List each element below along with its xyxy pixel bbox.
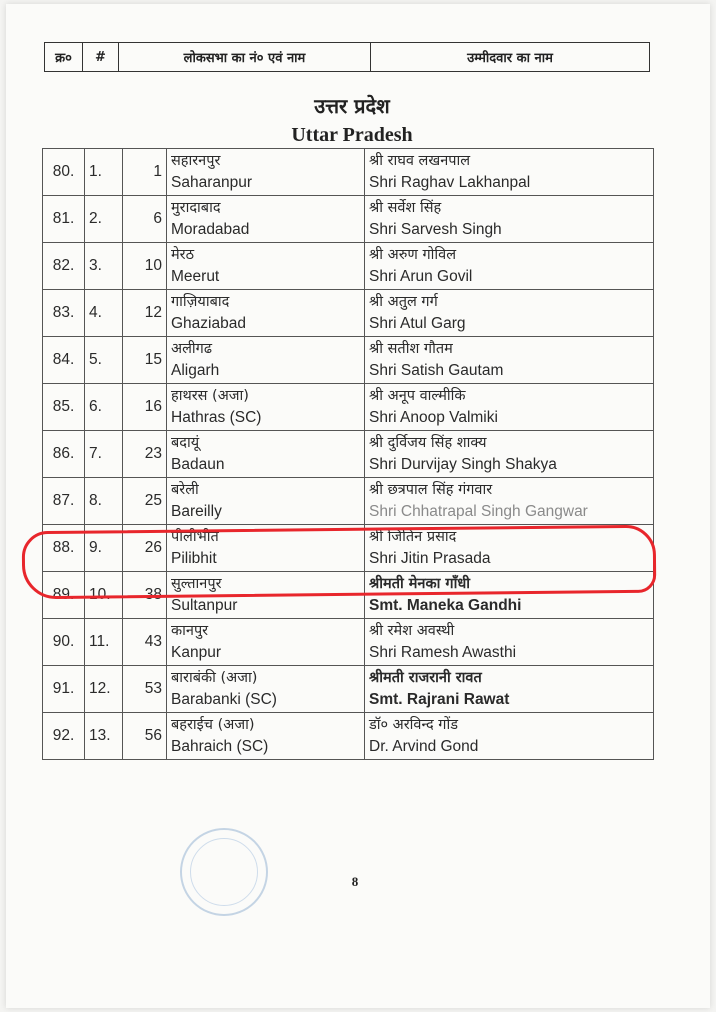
index-cell	[85, 384, 123, 431]
constituency-name-hindi: बदायूं	[171, 435, 200, 451]
constituency-name-hindi: सुल्तानपुर	[171, 576, 222, 592]
constituency-name-cell	[167, 384, 365, 431]
constituency-name-hindi: मेरठ	[171, 247, 195, 263]
row-index: 13.	[89, 727, 111, 744]
serial-number: 89.	[52, 586, 75, 603]
candidate-cell	[365, 149, 654, 196]
table-row	[43, 243, 654, 290]
constituency-number-cell	[123, 384, 167, 431]
serial-cell	[43, 149, 85, 196]
header-hash: #	[83, 43, 119, 71]
candidate-cell	[365, 384, 654, 431]
header-constituency: लोकसभा का नं० एवं नाम	[119, 43, 371, 71]
row-index: 3.	[89, 257, 102, 274]
constituency-name-hindi: मुरादाबाद	[171, 200, 221, 216]
index-cell	[85, 337, 123, 384]
candidate-table	[42, 148, 654, 760]
serial-number: 84.	[52, 351, 75, 368]
candidate-cell	[365, 666, 654, 713]
serial-number: 92.	[52, 727, 75, 744]
candidate-cell	[365, 196, 654, 243]
index-cell	[85, 290, 123, 337]
constituency-number: 26	[144, 539, 162, 556]
candidate-name-hindi: श्री अरुण गोविल	[369, 247, 457, 263]
candidate-name-hindi: श्री राघव लखनपाल	[369, 153, 471, 169]
constituency-name-english: Bareilly	[171, 503, 222, 520]
constituency-number-cell	[123, 431, 167, 478]
index-cell	[85, 478, 123, 525]
index-cell	[85, 243, 123, 290]
serial-number: 87.	[52, 492, 75, 509]
candidate-name-hindi: श्री अनूप वाल्मीकि	[369, 388, 466, 404]
row-index: 1.	[89, 163, 102, 180]
constituency-number-cell	[123, 290, 167, 337]
row-index: 2.	[89, 210, 102, 227]
serial-cell	[43, 243, 85, 290]
serial-cell	[43, 713, 85, 760]
table-row	[43, 666, 654, 713]
constituency-name-cell	[167, 431, 365, 478]
candidate-name-english: Shri Atul Garg	[369, 315, 466, 332]
constituency-name-cell	[167, 525, 365, 572]
constituency-name-cell	[167, 290, 365, 337]
constituency-number-cell	[123, 713, 167, 760]
constituency-number: 25	[144, 492, 162, 509]
constituency-name-english: Sultanpur	[171, 597, 238, 614]
constituency-number: 53	[144, 680, 162, 697]
state-title-hindi: उत्तर प्रदेश	[314, 94, 390, 118]
constituency-number: 1	[153, 163, 162, 180]
row-index: 4.	[89, 304, 102, 321]
candidate-name-english: Shri Arun Govil	[369, 268, 473, 285]
serial-number: 90.	[52, 633, 75, 650]
constituency-name-cell	[167, 619, 365, 666]
index-cell	[85, 572, 123, 619]
candidate-name-english: Shri Raghav Lakhanpal	[369, 174, 531, 191]
serial-number: 88.	[52, 539, 75, 556]
constituency-name-english: Ghaziabad	[171, 315, 246, 332]
row-index: 6.	[89, 398, 102, 415]
index-cell	[85, 525, 123, 572]
candidate-name-english: Dr. Arvind Gond	[369, 738, 479, 755]
candidate-cell	[365, 431, 654, 478]
serial-number: 80.	[52, 163, 75, 180]
candidate-cell	[365, 478, 654, 525]
serial-number: 81.	[52, 210, 75, 227]
constituency-name-cell	[167, 149, 365, 196]
table-row	[43, 337, 654, 384]
candidate-name-hindi: श्री रमेश अवस्थी	[369, 623, 455, 639]
constituency-number-cell	[123, 572, 167, 619]
candidate-cell	[365, 337, 654, 384]
constituency-number-cell	[123, 666, 167, 713]
constituency-name-cell	[167, 478, 365, 525]
state-title-english: Uttar Pradesh	[291, 124, 413, 146]
candidate-cell	[365, 572, 654, 619]
constituency-name-english: Bahraich (SC)	[171, 738, 269, 755]
constituency-name-cell	[167, 666, 365, 713]
row-index: 9.	[89, 539, 102, 556]
serial-number: 86.	[52, 445, 75, 462]
constituency-name-cell	[167, 243, 365, 290]
constituency-name-english: Meerut	[171, 268, 220, 285]
candidate-name-hindi: श्रीमती मेनका गाँधी	[369, 576, 471, 592]
serial-cell	[43, 431, 85, 478]
constituency-name-hindi: बरेली	[171, 482, 199, 498]
serial-cell	[43, 337, 85, 384]
candidate-name-hindi: श्री जितिन प्रसाद	[369, 529, 457, 545]
serial-number: 83.	[52, 304, 75, 321]
serial-cell	[43, 525, 85, 572]
constituency-number-cell	[123, 619, 167, 666]
constituency-name-hindi: पीलीभीत	[171, 529, 219, 545]
constituency-name-hindi: कानपुर	[171, 623, 209, 639]
column-header	[44, 42, 650, 72]
serial-cell	[43, 666, 85, 713]
header-candidate: उम्मीदवार का नाम	[467, 51, 553, 66]
constituency-name-english: Hathras (SC)	[171, 409, 262, 426]
table-row	[43, 525, 654, 572]
index-cell	[85, 713, 123, 760]
index-cell	[85, 149, 123, 196]
constituency-name-english: Aligarh	[171, 362, 220, 379]
candidate-name-english: Shri Ramesh Awasthi	[369, 644, 517, 661]
candidate-name-english: Shri Satish Gautam	[369, 362, 504, 379]
constituency-name-english: Barabanki (SC)	[171, 691, 277, 708]
serial-number: 91.	[52, 680, 75, 697]
constituency-name-english: Pilibhit	[171, 550, 217, 567]
candidate-name-english: Shri Chhatrapal Singh Gangwar	[369, 503, 588, 520]
row-index: 11.	[89, 633, 110, 650]
constituency-name-hindi: अलीगढ	[171, 341, 212, 357]
table-row	[43, 196, 654, 243]
serial-cell	[43, 572, 85, 619]
table-row	[43, 619, 654, 666]
table-row	[43, 149, 654, 196]
table-row	[43, 478, 654, 525]
row-index: 7.	[89, 445, 102, 462]
candidate-name-hindi: श्री सतीश गौतम	[369, 341, 453, 357]
constituency-name-hindi: सहारनपुर	[171, 153, 221, 169]
candidate-cell	[365, 290, 654, 337]
serial-cell	[43, 619, 85, 666]
constituency-number: 12	[144, 304, 162, 321]
table-row	[43, 384, 654, 431]
table-row	[43, 572, 654, 619]
constituency-number: 23	[144, 445, 162, 462]
official-stamp	[180, 828, 268, 916]
serial-cell	[43, 290, 85, 337]
table-row	[43, 713, 654, 760]
candidate-name-english: Smt. Maneka Gandhi	[369, 597, 522, 614]
constituency-name-hindi: गाज़ियाबाद	[171, 294, 230, 310]
candidate-name-english: Smt. Rajrani Rawat	[369, 691, 510, 708]
index-cell	[85, 619, 123, 666]
header-serial: क्र०	[45, 43, 83, 71]
candidate-name-hindi: डॉ० अरविन्द गोंड	[369, 717, 458, 733]
candidate-cell	[365, 243, 654, 290]
constituency-number: 10	[144, 257, 162, 274]
serial-cell	[43, 384, 85, 431]
constituency-name-hindi: बाराबंकी (अजा)	[171, 670, 258, 686]
candidate-cell	[365, 619, 654, 666]
serial-number: 82.	[52, 257, 75, 274]
row-index: 12.	[89, 680, 111, 697]
candidate-name-english: Shri Anoop Valmiki	[369, 409, 498, 426]
constituency-number: 56	[144, 727, 162, 744]
constituency-name-english: Moradabad	[171, 221, 250, 238]
row-index: 10.	[89, 586, 111, 603]
constituency-number: 43	[144, 633, 162, 650]
index-cell	[85, 431, 123, 478]
constituency-name-cell	[167, 572, 365, 619]
constituency-number: 15	[144, 351, 162, 368]
constituency-number-cell	[123, 196, 167, 243]
row-index: 8.	[89, 492, 102, 509]
constituency-number-cell	[123, 525, 167, 572]
constituency-name-hindi: बहराईच (अजा)	[171, 717, 255, 733]
constituency-number-cell	[123, 149, 167, 196]
constituency-name-english: Badaun	[171, 456, 225, 473]
constituency-name-cell	[167, 337, 365, 384]
page-number: 8	[351, 874, 359, 889]
constituency-number: 6	[153, 210, 162, 227]
constituency-number-cell	[123, 337, 167, 384]
table-row	[43, 431, 654, 478]
candidate-cell	[365, 713, 654, 760]
candidate-name-hindi: श्री दुर्विजय सिंह शाक्य	[369, 435, 487, 451]
candidate-name-english: Shri Durvijay Singh Shakya	[369, 456, 557, 473]
index-cell	[85, 666, 123, 713]
constituency-name-hindi: हाथरस (अजा)	[171, 388, 249, 404]
table-row	[43, 290, 654, 337]
candidate-name-hindi: श्री अतुल गर्ग	[369, 294, 438, 310]
row-index: 5.	[89, 351, 102, 368]
constituency-name-english: Kanpur	[171, 644, 221, 661]
constituency-number-cell	[123, 478, 167, 525]
candidate-name-english: Shri Sarvesh Singh	[369, 221, 502, 238]
candidate-name-hindi: श्री छत्रपाल सिंह गंगवार	[369, 482, 493, 498]
candidate-cell	[365, 525, 654, 572]
candidate-name-hindi: श्रीमती राजरानी रावत	[369, 670, 482, 686]
serial-cell	[43, 478, 85, 525]
constituency-name-cell	[167, 713, 365, 760]
constituency-name-english: Saharanpur	[171, 174, 253, 191]
constituency-name-cell	[167, 196, 365, 243]
candidate-name-hindi: श्री सर्वेश सिंह	[369, 200, 442, 216]
constituency-number: 16	[144, 398, 162, 415]
serial-cell	[43, 196, 85, 243]
constituency-number-cell	[123, 243, 167, 290]
serial-number: 85.	[52, 398, 75, 415]
constituency-number: 38	[144, 586, 162, 603]
candidate-name-english: Shri Jitin Prasada	[369, 550, 491, 567]
index-cell	[85, 196, 123, 243]
